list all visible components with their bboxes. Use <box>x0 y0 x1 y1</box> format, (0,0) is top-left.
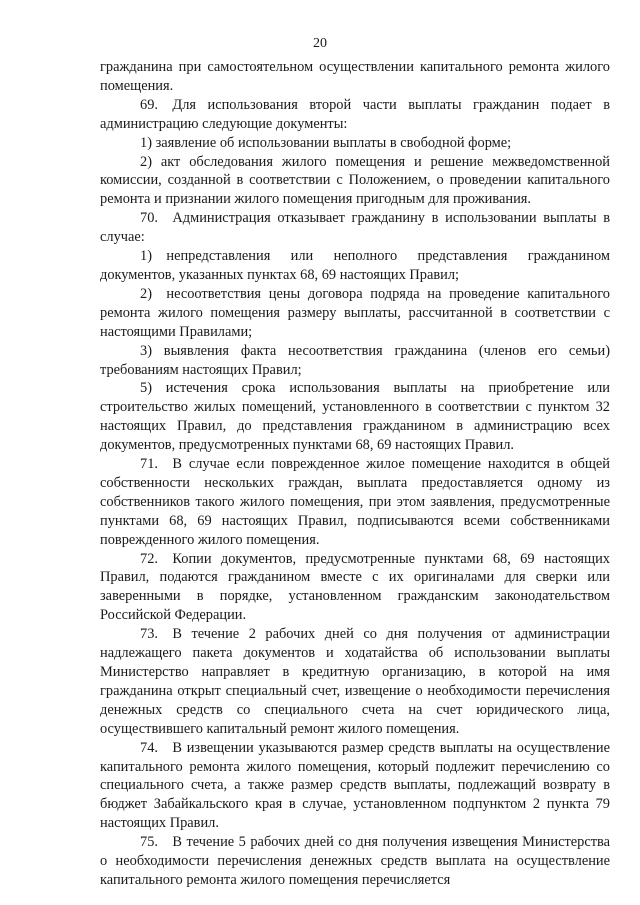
paragraph-continuation: гражданина при самостоятельном осуществлении капитального ремонта жилого помещения. <box>100 59 610 94</box>
paragraph-71: 71. В случае если поврежденное жилое помещение находится в общей собственности нескольких граждан, выплата предоставляется одному из собственников такого жилого помещения, при этом заявления, предусмотренные пунктами 68, 69 настоящих Правил, подписываются всеми собственниками поврежденного жилого помещения. <box>100 456 610 548</box>
paragraph-75: 75. В течение 5 рабочих дней со дня получения извещения Министерства о необходимости перечисления денежных средств выплата на осуществление капитального ремонта жилого помещения перечисляется <box>100 834 610 888</box>
list-item-70-5: 5) истечения срока использования выплаты на приобретение или строительство жилых помещений, установленного в соответствии с пунктом 32 настоящих Правил, до представления гражданином в администрацию всех документов, предусмотренных пунктами 68, 69 настоящих Правил. <box>100 380 610 454</box>
list-item-69-1: 1) заявление об использовании выплаты в свободной форме; <box>140 134 512 151</box>
paragraph-73: 73. В течение 2 рабочих дней со дня получения от администрации надлежащего пакета документов и ходатайства об использовании выплаты Министерство направляет в кредитную организацию, в которой на имя гражданина открыт специальный счет, извещение о необходимости перечисления денежных средств со специального счета на счет юридического лица, осуществившего капитальный ремонт жилого помещения. <box>100 626 610 737</box>
list-item-70-3: 3) выявления факта несоответствия гражданина (членов его семьи) требованиям настоящих Правил; <box>100 342 610 378</box>
document-body <box>100 58 610 890</box>
list-item-70-1: 1) непредставления или неполного представления гражданином документов, указанных пунктах 68, 69 настоящих Правил; <box>100 248 610 283</box>
page-number: 20 <box>313 36 327 51</box>
paragraph-74: 74. В извещении указываются размер средств выплаты на осуществление капитального ремонта жилого помещения, который подлежит перечислению со специального счета, а также размер средств выплаты, подлежащий возврату в бюджет Забайкальского края в случае, установленном подпунктом 2 пункта 79 настоящих Правил. <box>100 739 610 832</box>
paragraph-69: 69. Для использования второй части выплаты гражданин подает в администрацию следующие документы: <box>100 96 610 132</box>
paragraph-70: 70. Администрация отказывает гражданину в использовании выплаты в случае: <box>100 210 610 246</box>
paragraph-72: 72. Копии документов, предусмотренные пунктами 68, 69 настоящих Правил, подаются гражданином вместе с их оригиналами для сверки или заверенными в порядке, установленном гражданским законодательством Российской Федерации. <box>100 550 610 624</box>
list-item-70-2: 2) несоответствия цены договора подряда на проведение капитального ремонта жилого помещения размеру выплаты, рассчитанной в соответствии с настоящими Правилами; <box>100 285 610 340</box>
list-item-69-2: 2) акт обследования жилого помещения и решение межведомственной комиссии, созданной в соответствии с Положением, о проведении капитального ремонта и признании жилого помещения пригодным для проживания. <box>100 153 610 208</box>
